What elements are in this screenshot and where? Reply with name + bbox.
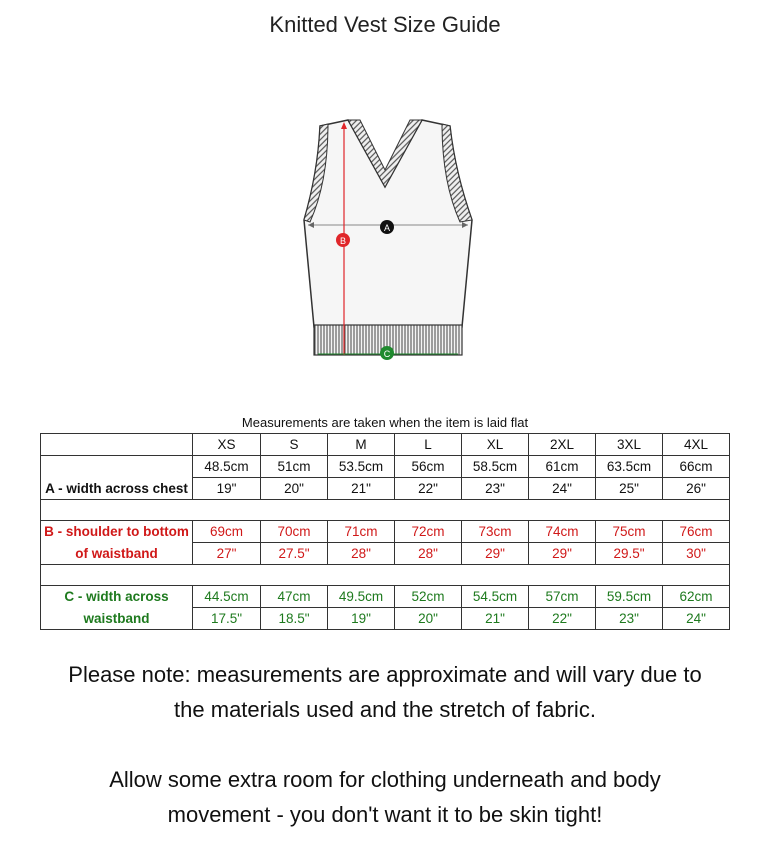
a-in-cell: 21"	[328, 478, 395, 500]
marker-a-label: A	[383, 223, 391, 233]
row-a-in	[41, 478, 730, 500]
b-cm-cell: 71cm	[328, 521, 395, 543]
a-in-cell: 24"	[529, 478, 596, 500]
b-cm-cell: 76cm	[663, 521, 730, 543]
size-header: 2XL	[529, 434, 596, 456]
a-cm-cell: 61cm	[529, 456, 596, 478]
row-b-label-line1: B - shoulder to bottom	[41, 521, 193, 543]
b-cm-cell: 74cm	[529, 521, 596, 543]
size-header: L	[395, 434, 462, 456]
b-in-cell: 29"	[529, 543, 596, 565]
c-in-cell: 19"	[328, 608, 395, 630]
size-header: S	[261, 434, 328, 456]
a-cm-cell: 56cm	[395, 456, 462, 478]
size-header: 3XL	[596, 434, 663, 456]
b-in-cell: 30"	[663, 543, 730, 565]
a-in-cell: 22"	[395, 478, 462, 500]
extra-room-note	[0, 762, 770, 832]
c-cm-cell: 49.5cm	[328, 586, 395, 608]
b-cm-cell: 69cm	[193, 521, 261, 543]
note2-line2: movement - you don't want it to be skin tight!	[167, 802, 603, 827]
row-a-label-top	[41, 456, 193, 478]
row-a-cm	[41, 456, 730, 478]
c-in-cell: 20"	[395, 608, 462, 630]
c-cm-cell: 47cm	[261, 586, 328, 608]
a-cm-cell: 48.5cm	[193, 456, 261, 478]
a-cm-cell: 66cm	[663, 456, 730, 478]
spacer-cell	[41, 500, 730, 521]
page-title: Knitted Vest Size Guide	[269, 12, 501, 37]
a-cm-cell: 63.5cm	[596, 456, 663, 478]
a-cm-cell: 53.5cm	[328, 456, 395, 478]
c-in-cell: 23"	[596, 608, 663, 630]
b-in-cell: 27.5"	[261, 543, 328, 565]
c-cm-cell: 54.5cm	[462, 586, 529, 608]
c-cm-cell: 62cm	[663, 586, 730, 608]
size-header: XL	[462, 434, 529, 456]
row-b-in	[41, 543, 730, 565]
spacer-row	[41, 500, 730, 521]
size-header: XS	[193, 434, 261, 456]
a-in-cell: 20"	[261, 478, 328, 500]
size-table	[40, 433, 730, 630]
marker-c-label: C	[383, 349, 391, 359]
approximate-note	[0, 657, 770, 727]
a-cm-cell: 58.5cm	[462, 456, 529, 478]
b-in-cell: 29.5"	[596, 543, 663, 565]
b-in-cell: 28"	[328, 543, 395, 565]
c-cm-cell: 44.5cm	[193, 586, 261, 608]
row-c-label-line1: C - width across	[41, 586, 193, 608]
a-in-cell: 26"	[663, 478, 730, 500]
a-in-cell: 23"	[462, 478, 529, 500]
b-in-cell: 27"	[193, 543, 261, 565]
spacer-cell	[41, 565, 730, 586]
b-cm-cell: 72cm	[395, 521, 462, 543]
measurement-caption: Measurements are taken when the item is laid flat	[241, 415, 529, 430]
row-c-cm	[41, 586, 730, 608]
vest-diagram	[290, 112, 480, 367]
row-c-in	[41, 608, 730, 630]
a-in-cell: 19"	[193, 478, 261, 500]
size-header: M	[328, 434, 395, 456]
c-in-cell: 22"	[529, 608, 596, 630]
b-in-cell: 28"	[395, 543, 462, 565]
c-cm-cell: 57cm	[529, 586, 596, 608]
c-cm-cell: 59.5cm	[596, 586, 663, 608]
row-c-label-line2: waistband	[41, 608, 193, 630]
c-in-cell: 24"	[663, 608, 730, 630]
c-cm-cell: 52cm	[395, 586, 462, 608]
c-in-cell: 21"	[462, 608, 529, 630]
row-b-label-line2: of waistband	[41, 543, 193, 565]
note1-line2: the materials used and the stretch of fabric.	[174, 697, 596, 722]
b-cm-cell: 75cm	[596, 521, 663, 543]
size-header-row	[41, 434, 730, 456]
marker-b-label: B	[339, 236, 347, 246]
b-cm-cell: 73cm	[462, 521, 529, 543]
a-in-cell: 25"	[596, 478, 663, 500]
c-in-cell: 18.5"	[261, 608, 328, 630]
b-in-cell: 29"	[462, 543, 529, 565]
note2-line1: Allow some extra room for clothing underneath and body	[109, 767, 661, 792]
row-a-label: A - width across chest	[41, 478, 193, 500]
header-blank	[41, 434, 193, 456]
b-cm-cell: 70cm	[261, 521, 328, 543]
row-b-cm	[41, 521, 730, 543]
c-in-cell: 17.5"	[193, 608, 261, 630]
size-header: 4XL	[663, 434, 730, 456]
spacer-row	[41, 565, 730, 586]
note1-line1: Please note: measurements are approximate and will vary due to	[68, 662, 702, 687]
a-cm-cell: 51cm	[261, 456, 328, 478]
